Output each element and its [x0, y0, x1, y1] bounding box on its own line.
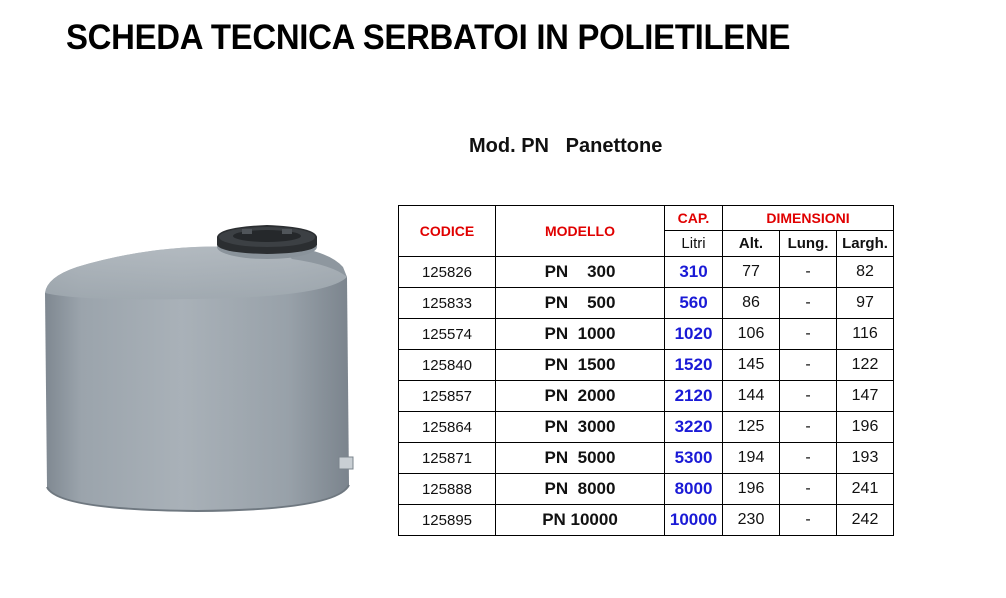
cell-modello: PN 3000 [496, 412, 665, 443]
table-row [399, 381, 894, 412]
cell-largh: 196 [837, 412, 894, 443]
table-row [399, 350, 894, 381]
cell-lung: - [780, 381, 837, 412]
cell-lung: - [780, 443, 837, 474]
cell-modello: PN 10000 [496, 505, 665, 536]
cell-largh: 97 [837, 288, 894, 319]
cell-lung: - [780, 474, 837, 505]
cell-codice: 125574 [399, 319, 496, 350]
cell-litri: 8000 [665, 474, 723, 505]
cell-modello: PN 2000 [496, 381, 665, 412]
cell-codice: 125888 [399, 474, 496, 505]
table-row [399, 412, 894, 443]
spec-table [398, 205, 894, 536]
header-dimensioni: DIMENSIONI [723, 206, 894, 231]
header-lung: Lung. [780, 231, 837, 257]
cell-litri: 1020 [665, 319, 723, 350]
cell-alt: 230 [723, 505, 780, 536]
cell-alt: 125 [723, 412, 780, 443]
cell-lung: - [780, 288, 837, 319]
cell-lung: - [780, 257, 837, 288]
cell-codice: 125826 [399, 257, 496, 288]
cell-largh: 122 [837, 350, 894, 381]
cell-lung: - [780, 319, 837, 350]
cell-modello: PN 5000 [496, 443, 665, 474]
cell-codice: 125857 [399, 381, 496, 412]
cell-alt: 194 [723, 443, 780, 474]
table-row [399, 288, 894, 319]
cell-largh: 147 [837, 381, 894, 412]
header-codice: CODICE [399, 206, 496, 257]
cell-alt: 196 [723, 474, 780, 505]
cell-alt: 145 [723, 350, 780, 381]
header-largh: Largh. [837, 231, 894, 257]
header-alt: Alt. [723, 231, 780, 257]
cell-largh: 82 [837, 257, 894, 288]
cell-largh: 116 [837, 319, 894, 350]
cell-codice: 125895 [399, 505, 496, 536]
cell-codice: 125833 [399, 288, 496, 319]
header-modello: MODELLO [496, 206, 665, 257]
cell-litri: 3220 [665, 412, 723, 443]
cell-lung: - [780, 412, 837, 443]
cell-largh: 242 [837, 505, 894, 536]
cell-lung: - [780, 505, 837, 536]
cell-alt: 77 [723, 257, 780, 288]
cell-litri: 1520 [665, 350, 723, 381]
cell-modello: PN 1500 [496, 350, 665, 381]
table-row [399, 474, 894, 505]
cell-alt: 144 [723, 381, 780, 412]
cell-modello: PN 8000 [496, 474, 665, 505]
cell-litri: 310 [665, 257, 723, 288]
table-row [399, 319, 894, 350]
table-row [399, 505, 894, 536]
cell-largh: 193 [837, 443, 894, 474]
cell-codice: 125864 [399, 412, 496, 443]
tank-outlet [339, 457, 353, 469]
table-row [399, 443, 894, 474]
header-cap: CAP. [665, 206, 723, 231]
cell-modello: PN 1000 [496, 319, 665, 350]
polyethylene-tank-image [37, 215, 367, 515]
cell-alt: 86 [723, 288, 780, 319]
cell-litri: 10000 [665, 505, 723, 536]
table-row [399, 257, 894, 288]
model-subtitle: Mod. PN Panettone [469, 135, 663, 157]
cell-litri: 5300 [665, 443, 723, 474]
cell-largh: 241 [837, 474, 894, 505]
cell-litri: 560 [665, 288, 723, 319]
table-header-row [399, 206, 894, 231]
document-title: SCHEDA TECNICA SERBATOI IN POLIETILENE [66, 18, 791, 57]
cell-codice: 125871 [399, 443, 496, 474]
cell-modello: PN 500 [496, 288, 665, 319]
cell-litri: 2120 [665, 381, 723, 412]
cell-alt: 106 [723, 319, 780, 350]
cell-codice: 125840 [399, 350, 496, 381]
cell-lung: - [780, 350, 837, 381]
header-litri: Litri [665, 231, 723, 257]
cell-modello: PN 300 [496, 257, 665, 288]
